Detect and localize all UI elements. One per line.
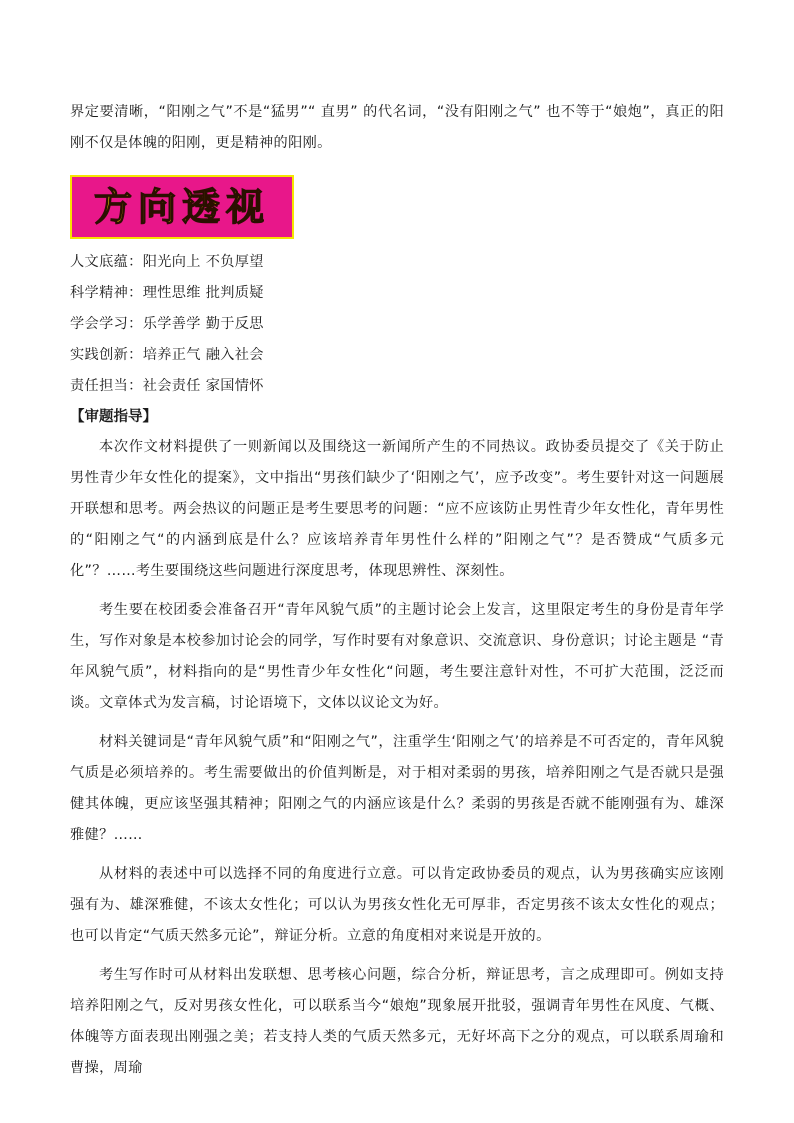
body-paragraph: 材料关键词是“青年风貌气质”和“阳刚之气”，注重学生‘阳刚之气’的培养是不可否定的，青年风貌气质是必须培养的。考生需要做出的价值判断是，对于相对柔弱的男孩，培养阳刚之气是否就只是强健其体魄，更应该坚强其精神；阳刚之气的内涵应该是什么？柔弱的男孩是否就不能刚强有为、雄深雅健？…… bbox=[70, 734, 724, 843]
paragraph-gap bbox=[70, 719, 724, 727]
paragraph-gap bbox=[70, 952, 724, 960]
section-heading: 【审题指导】 bbox=[70, 409, 157, 425]
core-literacy-list bbox=[70, 247, 724, 402]
paragraph-gap bbox=[70, 851, 724, 859]
body-paragraph: 从材料的表述中可以选择不同的角度进行立意。可以肯定政协委员的观点，认为男孩确实应该刚强有为、雄深雅健，不该太女性化；可以认为男孩女性化无可厚非，否定男孩不该太女性化的观点；也可以肯定“气质天然多元论”，辩证分析。立意的角度相对来说是开放的。 bbox=[70, 866, 724, 944]
literacy-item: 责任担当：社会责任 家国情怀 bbox=[70, 378, 264, 394]
section-banner bbox=[70, 175, 294, 239]
body-paragraph: 考生要在校团委会准备召开“青年风貌气质”的主题讨论会上发言，这里限定考生的身份是青年学生，写作对象是本校参加讨论会的同学，写作时要有对象意识、交流意识、身份意识；讨论主题是 “青年风貌气质”，材料指向的是“男性青少年女性化“问题，考生要注意针对性，不可扩大范围，泛泛而谈。文章体式为发言稿，讨论语境下，文体以议论文为好。 bbox=[70, 602, 724, 711]
literacy-item: 学会学习：乐学善学 勤于反思 bbox=[70, 316, 264, 332]
body-paragraph: 考生写作时可从材料出发联想、思考核心问题，综合分析，辩证思考，言之成理即可。例如支持培养阳刚之气，反对男孩女性化，可以联系当今“娘炮”现象展开批驳，强调青年男性在风度、气概、体魄等方面表现出刚强之美；若支持人类的气质天然多元，无好坏高下之分的观点，可以联系周瑜和曹操，周瑜 bbox=[70, 967, 724, 1076]
intro-paragraph: 界定要清晰，“阳刚之气”不是“猛男”“ 直男” 的代名词，“没有阳刚之气” 也不等于“娘炮”，真正的阳刚不仅是体魄的阳刚，更是精神的阳刚。 bbox=[70, 104, 724, 151]
literacy-item: 人文底蕴：阳光向上 不负厚望 bbox=[70, 254, 264, 270]
banner-title: 方向透视 bbox=[93, 185, 270, 229]
body-paragraph: 本次作文材料提供了一则新闻以及围绕这一新闻所产生的不同热议。政协委员提交了《关于防止男性青少年女性化的提案》，文中指出“男孩们缺少了‘阳刚之气’，应予改变”。考生要针对这一问题展开联想和思考。两会热议的问题正是考生要思考的问题：“应不应该防止男性青少年女性化，青年男性的“阳刚之气“的内涵到底是什么？应该培养青年男性什么样的”阳刚之气”？是否赞成“气质多元化”？……考生要围绕这些问题进行深度思考，体现思辨性、深刻性。 bbox=[70, 439, 724, 579]
literacy-item: 实践创新：培养正气 融入社会 bbox=[70, 347, 264, 363]
paragraph-gap bbox=[70, 587, 724, 595]
literacy-item: 科学精神：理性思维 批判质疑 bbox=[70, 285, 264, 301]
